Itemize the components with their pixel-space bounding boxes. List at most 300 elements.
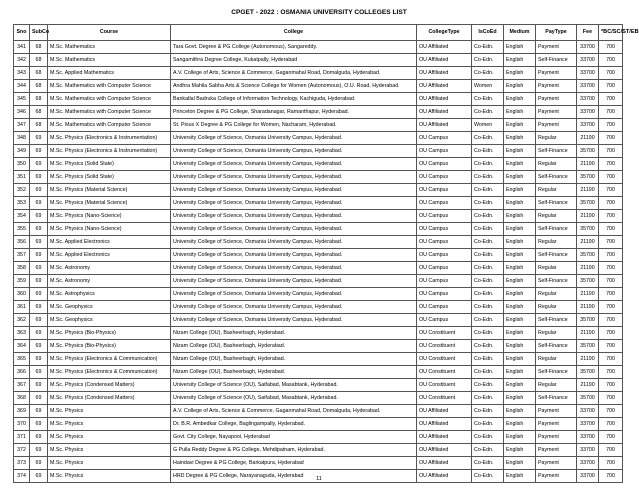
cell-subco: 69 [30, 171, 48, 184]
table-row [14, 171, 623, 184]
cell-collegetype: OU Affiliated [417, 470, 472, 483]
cell-college: Govt. City College, Nayapool, Hyderabad [171, 431, 417, 444]
cell-collegetype: OU Affiliated [417, 41, 472, 54]
cell-subco: 69 [30, 223, 48, 236]
table-row [14, 301, 623, 314]
cell-course: M.Sc. Mathematics with Computer Science [48, 80, 171, 93]
cell-sno: 361 [14, 301, 30, 314]
cell-iscoed: Co-Edn. [472, 223, 504, 236]
cell-subco: 69 [30, 340, 48, 353]
col-medium: Medium [504, 25, 536, 41]
cell-iscoed: Co-Edn. [472, 353, 504, 366]
cell-college: University College of Science, Osmania University Campus, Hyderabad. [171, 145, 417, 158]
cell-medium: English [504, 470, 536, 483]
cell-bc-fee: 700 [599, 119, 623, 132]
cell-sno: 370 [14, 418, 30, 431]
cell-fee: 33700 [577, 431, 599, 444]
cell-paytype: Self-Finance [536, 223, 577, 236]
cell-sno: 362 [14, 314, 30, 327]
cell-paytype: Self-Finance [536, 197, 577, 210]
cell-course: M.Sc. Applied Electronics [48, 236, 171, 249]
cell-fee: 33700 [577, 457, 599, 470]
cell-subco: 69 [30, 314, 48, 327]
col-course: Course [48, 25, 171, 41]
cell-fee: 21190 [577, 379, 599, 392]
cell-fee: 33700 [577, 67, 599, 80]
cell-course: M.Sc. Geophysics [48, 314, 171, 327]
cell-sno: 356 [14, 236, 30, 249]
cell-college: University College of Science, Osmania University Campus, Hyderabad. [171, 236, 417, 249]
cell-paytype: Self-Finance [536, 249, 577, 262]
cell-medium: English [504, 366, 536, 379]
cell-iscoed: Co-Edn. [472, 340, 504, 353]
cell-iscoed: Co-Edn. [472, 470, 504, 483]
table-row [14, 431, 623, 444]
cell-medium: English [504, 392, 536, 405]
table-row [14, 184, 623, 197]
cell-iscoed: Co-Edn. [472, 106, 504, 119]
cell-subco: 69 [30, 379, 48, 392]
cell-college: HRD Degree & PG College, Narayanaguda, Hyderabad [171, 470, 417, 483]
cell-college: University College of Science, Osmania University Campus, Hyderabad. [171, 184, 417, 197]
cell-subco: 69 [30, 470, 48, 483]
cell-fee: 35700 [577, 392, 599, 405]
cell-college: Sangamithra Degree College, Kukatpally, Hyderabad [171, 54, 417, 67]
cell-collegetype: OU Constituent [417, 366, 472, 379]
cell-college: Nizam College (OU), Basheerbagh, Hyderabad. [171, 366, 417, 379]
cell-collegetype: OU Affiliated [417, 93, 472, 106]
cell-collegetype: OU Campus [417, 314, 472, 327]
cell-subco: 69 [30, 158, 48, 171]
table-row [14, 93, 623, 106]
table-row [14, 379, 623, 392]
cell-paytype: Regular [536, 184, 577, 197]
cell-sno: 341 [14, 41, 30, 54]
table-row [14, 262, 623, 275]
cell-medium: English [504, 158, 536, 171]
cell-course: M.Sc. Applied Mathematics [48, 67, 171, 80]
cell-collegetype: OU Constituent [417, 327, 472, 340]
cell-course: M.Sc. Physics [48, 444, 171, 457]
cell-iscoed: Co-Edn. [472, 67, 504, 80]
cell-bc-fee: 700 [599, 80, 623, 93]
cell-iscoed: Co-Edn. [472, 41, 504, 54]
cell-iscoed: Co-Edn. [472, 457, 504, 470]
cell-course: M.Sc. Mathematics with Computer Science [48, 106, 171, 119]
cell-college: Nizam College (OU), Basheerbagh, Hyderabad. [171, 353, 417, 366]
table-row [14, 236, 623, 249]
cell-iscoed: Co-Edn. [472, 93, 504, 106]
cell-sno: 345 [14, 93, 30, 106]
cell-sno: 344 [14, 80, 30, 93]
cell-course: M.Sc. Applied Electronics [48, 249, 171, 262]
cell-medium: English [504, 314, 536, 327]
cell-paytype: Self-Finance [536, 340, 577, 353]
cell-collegetype: OU Constituent [417, 340, 472, 353]
cell-medium: English [504, 67, 536, 80]
cell-paytype: Regular [536, 327, 577, 340]
cell-course: M.Sc. Physics [48, 470, 171, 483]
cell-college: Nizam College (OU), Basheerbagh, Hyderabad. [171, 340, 417, 353]
cell-sno: 350 [14, 158, 30, 171]
cell-collegetype: OU Affiliated [417, 54, 472, 67]
cell-iscoed: Co-Edn. [472, 184, 504, 197]
cell-college: University College of Science, Osmania University Campus, Hyderabad. [171, 158, 417, 171]
table-row [14, 340, 623, 353]
cell-course: M.Sc. Physics (Solid State) [48, 158, 171, 171]
table-row [14, 288, 623, 301]
cell-medium: English [504, 132, 536, 145]
cell-course: M.Sc. Physics (Bio-Physics) [48, 327, 171, 340]
cell-course: M.Sc. Physics (Bio-Physics) [48, 340, 171, 353]
cell-sno: 354 [14, 210, 30, 223]
cell-fee: 21190 [577, 158, 599, 171]
cell-college: Haindavi Degree & PG College, Barkatpura, Hyderabad [171, 457, 417, 470]
cell-collegetype: OU Affiliated [417, 106, 472, 119]
page-number: 11 [316, 476, 322, 482]
cell-iscoed: Co-Edn. [472, 431, 504, 444]
cell-sno: 342 [14, 54, 30, 67]
cell-fee: 33700 [577, 80, 599, 93]
cell-course: M.Sc. Mathematics [48, 41, 171, 54]
cell-sno: 352 [14, 184, 30, 197]
cell-iscoed: Co-Edn. [472, 145, 504, 158]
table-row [14, 132, 623, 145]
table-row [14, 54, 623, 67]
cell-bc-fee: 700 [599, 249, 623, 262]
cell-subco: 69 [30, 262, 48, 275]
cell-medium: English [504, 184, 536, 197]
cell-college: A.V. College of Arts, Science & Commerce, Gaganmahal Road, Domalguda, Hyderabad. [171, 67, 417, 80]
cell-paytype: Payment [536, 80, 577, 93]
cell-medium: English [504, 418, 536, 431]
cell-course: M.Sc. Mathematics with Computer Science [48, 119, 171, 132]
cell-fee: 33700 [577, 444, 599, 457]
cell-bc-fee: 700 [599, 444, 623, 457]
cell-paytype: Regular [536, 262, 577, 275]
cell-paytype: Regular [536, 236, 577, 249]
cell-collegetype: OU Affiliated [417, 67, 472, 80]
cell-bc-fee: 700 [599, 431, 623, 444]
cell-course: M.Sc. Physics [48, 457, 171, 470]
cell-sno: 355 [14, 223, 30, 236]
cell-college: University College of Science, Osmania University Campus, Hyderabad. [171, 132, 417, 145]
table-row [14, 210, 623, 223]
cell-course: M.Sc. Physics [48, 418, 171, 431]
cell-sno: 360 [14, 288, 30, 301]
cell-collegetype: OU Campus [417, 223, 472, 236]
cell-bc-fee: 700 [599, 288, 623, 301]
cell-college: Tara Govt. Degree & PG College (Autonomous), Sangareddy. [171, 41, 417, 54]
cell-subco: 69 [30, 275, 48, 288]
table-row [14, 444, 623, 457]
cell-bc-fee: 700 [599, 392, 623, 405]
cell-collegetype: OU Campus [417, 197, 472, 210]
cell-course: M.Sc. Physics (Nano-Science) [48, 210, 171, 223]
cell-iscoed: Co-Edn. [472, 197, 504, 210]
table-row [14, 158, 623, 171]
cell-paytype: Payment [536, 67, 577, 80]
cell-course: M.Sc. Physics (Solid State) [48, 171, 171, 184]
cell-bc-fee: 700 [599, 379, 623, 392]
col-sno: Sno [14, 25, 30, 41]
cell-course: M.Sc. Physics (Electronics & Instrumentation) [48, 132, 171, 145]
cell-course: M.Sc. Physics (Electronics & Communication) [48, 353, 171, 366]
cell-fee: 35700 [577, 145, 599, 158]
cell-college: A.V. College of Arts, Science & Commerce, Gaganmahal Road, Domalguda, Hyderabad. [171, 405, 417, 418]
cell-collegetype: OU Affiliated [417, 418, 472, 431]
cell-iscoed: Co-Edn. [472, 249, 504, 262]
cell-subco: 69 [30, 392, 48, 405]
cell-bc-fee: 700 [599, 236, 623, 249]
cell-iscoed: Co-Edn. [472, 327, 504, 340]
cell-subco: 69 [30, 457, 48, 470]
cell-subco: 69 [30, 301, 48, 314]
cell-bc-fee: 700 [599, 93, 623, 106]
cell-paytype: Payment [536, 405, 577, 418]
cell-medium: English [504, 145, 536, 158]
cell-fee: 21190 [577, 132, 599, 145]
cell-iscoed: Co-Edn. [472, 301, 504, 314]
table-row [14, 275, 623, 288]
cell-fee: 33700 [577, 119, 599, 132]
cell-paytype: Payment [536, 93, 577, 106]
cell-fee: 33700 [577, 41, 599, 54]
cell-paytype: Payment [536, 444, 577, 457]
cell-collegetype: OU Constituent [417, 353, 472, 366]
cell-paytype: Regular [536, 132, 577, 145]
cell-fee: 21190 [577, 236, 599, 249]
cell-subco: 69 [30, 145, 48, 158]
cell-collegetype: OU Campus [417, 249, 472, 262]
cell-subco: 68 [30, 106, 48, 119]
cell-fee: 35700 [577, 275, 599, 288]
table-row [14, 106, 623, 119]
cell-iscoed: Co-Edn. [472, 275, 504, 288]
cell-collegetype: OU Campus [417, 275, 472, 288]
cell-college: University College of Science, Osmania University Campus, Hyderabad. [171, 275, 417, 288]
cell-sno: 353 [14, 197, 30, 210]
cell-course: M.Sc. Physics (Condensed Matters) [48, 379, 171, 392]
table-row [14, 223, 623, 236]
cell-iscoed: Co-Edn. [472, 392, 504, 405]
cell-college: University College of Science, Osmania University Campus, Hyderabad. [171, 249, 417, 262]
cell-collegetype: OU Campus [417, 288, 472, 301]
cell-subco: 69 [30, 353, 48, 366]
cell-sno: 358 [14, 262, 30, 275]
cell-paytype: Payment [536, 457, 577, 470]
cell-college: Bankatlal Badruka College of Information Technology, Kachiguda, Hyderabad. [171, 93, 417, 106]
cell-subco: 69 [30, 132, 48, 145]
table-row [14, 119, 623, 132]
cell-sno: 371 [14, 431, 30, 444]
cell-bc-fee: 700 [599, 145, 623, 158]
cell-sno: 351 [14, 171, 30, 184]
cell-collegetype: OU Campus [417, 132, 472, 145]
cell-college: Andhra Mahila Sabha Arts & Science College for Women (Autonomous), O.U. Road, Hyderabad. [171, 80, 417, 93]
cell-sno: 367 [14, 379, 30, 392]
cell-subco: 69 [30, 184, 48, 197]
cell-course: M.Sc. Astrophysics [48, 288, 171, 301]
cell-collegetype: OU Affiliated [417, 431, 472, 444]
col-collegetype: CollegeType [417, 25, 472, 41]
cell-collegetype: OU Affiliated [417, 80, 472, 93]
cell-fee: 21190 [577, 353, 599, 366]
cell-bc-fee: 700 [599, 301, 623, 314]
cell-fee: 21190 [577, 184, 599, 197]
cell-course: M.Sc. Geophysics [48, 301, 171, 314]
cell-subco: 68 [30, 80, 48, 93]
cell-medium: English [504, 80, 536, 93]
cell-paytype: Self-Finance [536, 314, 577, 327]
table-row [14, 41, 623, 54]
cell-paytype: Regular [536, 210, 577, 223]
cell-collegetype: OU Constituent [417, 379, 472, 392]
cell-subco: 69 [30, 444, 48, 457]
cell-bc-fee: 700 [599, 470, 623, 483]
table-row [14, 392, 623, 405]
cell-iscoed: Co-Edn. [472, 158, 504, 171]
cell-bc-fee: 700 [599, 353, 623, 366]
cell-bc-fee: 700 [599, 418, 623, 431]
table-row [14, 353, 623, 366]
cell-college: University College of Science (OU), Saifabad, Masabtank, Hyderabad. [171, 379, 417, 392]
table-row [14, 457, 623, 470]
cell-sno: 346 [14, 106, 30, 119]
cell-iscoed: Co-Edn. [472, 132, 504, 145]
cell-bc-fee: 700 [599, 184, 623, 197]
cell-collegetype: OU Campus [417, 262, 472, 275]
cell-college: G Pulla Reddy Degree & PG College, Mehdipatnam, Hyderabad. [171, 444, 417, 457]
cell-collegetype: OU Campus [417, 210, 472, 223]
cell-course: M.Sc. Physics [48, 431, 171, 444]
cell-fee: 35700 [577, 366, 599, 379]
cell-medium: English [504, 327, 536, 340]
cell-paytype: Payment [536, 41, 577, 54]
cell-bc-fee: 700 [599, 457, 623, 470]
cell-medium: English [504, 171, 536, 184]
cell-medium: English [504, 405, 536, 418]
cell-paytype: Self-Finance [536, 54, 577, 67]
cell-iscoed: Co-Edn. [472, 314, 504, 327]
cell-collegetype: OU Affiliated [417, 405, 472, 418]
cell-fee: 35700 [577, 340, 599, 353]
cell-subco: 69 [30, 210, 48, 223]
cell-college: University College of Science, Osmania University Campus, Hyderabad. [171, 171, 417, 184]
cell-bc-fee: 700 [599, 54, 623, 67]
cell-bc-fee: 700 [599, 405, 623, 418]
page-title: CPGET - 2022 : OSMANIA UNIVERSITY COLLEGES LIST [231, 9, 407, 16]
col-paytype: PayType [536, 25, 577, 41]
cell-fee: 21190 [577, 301, 599, 314]
col-subco: SubCo [30, 25, 48, 41]
cell-college: University College of Science, Osmania University Campus, Hyderabad. [171, 262, 417, 275]
cell-college: University College of Science, Osmania University Campus, Hyderabad. [171, 288, 417, 301]
cell-sno: 366 [14, 366, 30, 379]
cell-bc-fee: 700 [599, 210, 623, 223]
cell-iscoed: Co-Edn. [472, 405, 504, 418]
table-row [14, 405, 623, 418]
cell-fee: 33700 [577, 470, 599, 483]
cell-fee: 33700 [577, 106, 599, 119]
cell-college: St. Pious X Degree & PG College for Women, Nacharam, Hyderabad. [171, 119, 417, 132]
cell-bc-fee: 700 [599, 366, 623, 379]
cell-fee: 33700 [577, 93, 599, 106]
col-iscoed: IsCoEd [472, 25, 504, 41]
cell-bc-fee: 700 [599, 132, 623, 145]
cell-medium: English [504, 197, 536, 210]
cell-sno: 348 [14, 132, 30, 145]
cell-subco: 68 [30, 41, 48, 54]
cell-college: University College of Science, Osmania University Campus, Hyderabad. [171, 197, 417, 210]
cell-collegetype: OU Affiliated [417, 457, 472, 470]
cell-collegetype: OU Campus [417, 145, 472, 158]
cell-bc-fee: 700 [599, 106, 623, 119]
table-row [14, 249, 623, 262]
cell-paytype: Payment [536, 418, 577, 431]
cell-sno: 368 [14, 392, 30, 405]
cell-medium: English [504, 431, 536, 444]
cell-bc-fee: 700 [599, 314, 623, 327]
cell-medium: English [504, 444, 536, 457]
cell-subco: 69 [30, 288, 48, 301]
cell-medium: English [504, 457, 536, 470]
cell-collegetype: OU Campus [417, 301, 472, 314]
cell-bc-fee: 700 [599, 340, 623, 353]
cell-iscoed: Co-Edn. [472, 262, 504, 275]
cell-subco: 69 [30, 327, 48, 340]
cell-collegetype: OU Campus [417, 158, 472, 171]
cell-iscoed: Co-Edn. [472, 236, 504, 249]
cell-medium: English [504, 288, 536, 301]
cell-course: M.Sc. Physics (Electronics & Instrumentation) [48, 145, 171, 158]
cell-paytype: Self-Finance [536, 145, 577, 158]
cell-sno: 369 [14, 405, 30, 418]
cell-course: M.Sc. Physics (Material Science) [48, 184, 171, 197]
cell-college: University College of Science, Osmania University Campus, Hyderabad. [171, 223, 417, 236]
col-college: College [171, 25, 417, 41]
cell-subco: 68 [30, 119, 48, 132]
table-row [14, 67, 623, 80]
cell-medium: English [504, 353, 536, 366]
cell-subco: 68 [30, 67, 48, 80]
table-row [14, 197, 623, 210]
cell-medium: English [504, 340, 536, 353]
cell-sno: 357 [14, 249, 30, 262]
cell-college: Princeton Degree & PG College, Sharadanagar, Ramanthapur, Hyderabad. [171, 106, 417, 119]
cell-bc-fee: 700 [599, 67, 623, 80]
cell-medium: English [504, 119, 536, 132]
cell-college: Dr. B.R. Ambedkar College, Baglingampally, Hyderabad. [171, 418, 417, 431]
cell-paytype: Regular [536, 301, 577, 314]
cell-paytype: Self-Finance [536, 392, 577, 405]
cell-medium: English [504, 249, 536, 262]
cell-collegetype: OU Constituent [417, 392, 472, 405]
cell-bc-fee: 700 [599, 158, 623, 171]
table-row [14, 327, 623, 340]
cell-fee: 35700 [577, 314, 599, 327]
colleges-table [13, 24, 639, 483]
table-row [14, 145, 623, 158]
table-row [14, 418, 623, 431]
col-bc-sc-st-eb: *BC/SC/ST/EB [599, 25, 623, 41]
cell-iscoed: Co-Edn. [472, 210, 504, 223]
cell-fee: 21190 [577, 262, 599, 275]
cell-subco: 69 [30, 236, 48, 249]
col-fee: Fee [577, 25, 599, 41]
cell-bc-fee: 700 [599, 223, 623, 236]
cell-bc-fee: 700 [599, 171, 623, 184]
